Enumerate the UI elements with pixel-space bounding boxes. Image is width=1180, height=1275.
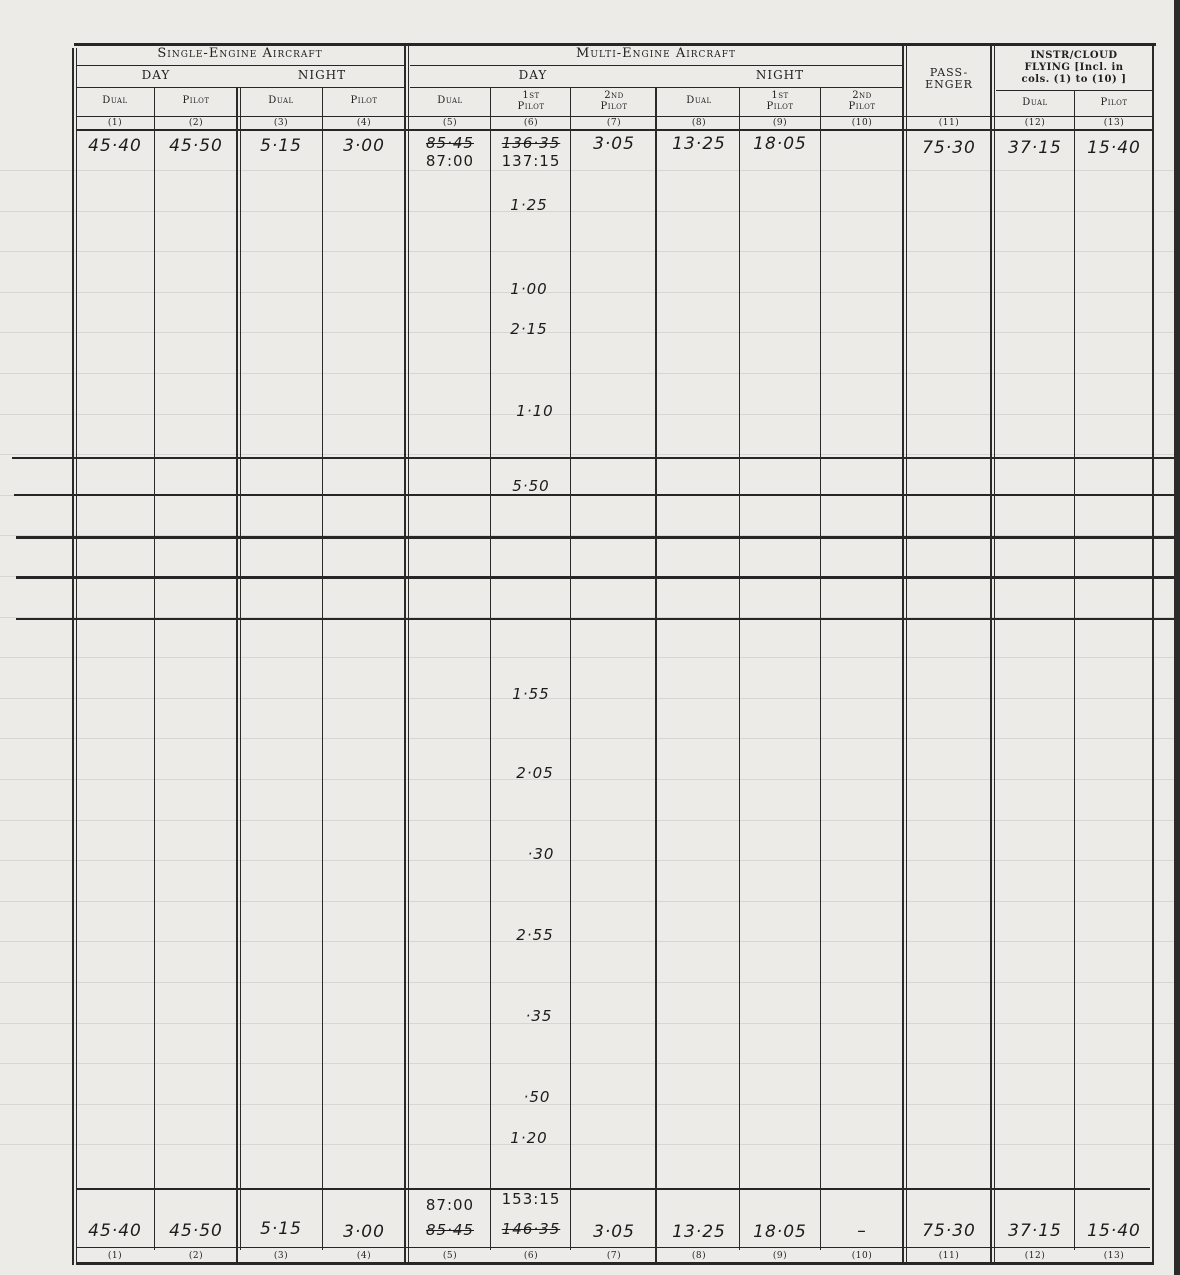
column-label: Dual [268, 95, 294, 106]
divider-line-5 [16, 618, 1180, 620]
column-number: (7) [606, 118, 622, 128]
total-multi-day-2nd: 3·05 [593, 1222, 635, 1242]
faint-rule [0, 373, 1180, 374]
column-line [408, 46, 409, 1262]
bf-single-night-pilot: 3·00 [343, 136, 385, 156]
bf-multi-day-dual: 87:00 [425, 152, 475, 170]
total-multi-night-dual: 13·25 [672, 1222, 726, 1242]
total-single-night-pilot: 3·00 [343, 1222, 385, 1242]
faint-rule [0, 454, 1180, 455]
column-line [990, 46, 992, 1262]
total-instr-pilot: 15·40 [1087, 1221, 1141, 1241]
column-number: (6) [523, 118, 539, 128]
bf-instr-dual: 37·15 [1008, 138, 1062, 158]
total-single-day-dual: 45·40 [88, 1221, 142, 1241]
entry-10: ·35 [525, 1007, 553, 1025]
column-line [570, 88, 571, 1250]
faint-rule [0, 1023, 1180, 1024]
column-line [154, 88, 155, 1250]
faint-rule [0, 901, 1180, 902]
column-number: (1) [107, 118, 123, 128]
entry-6: 1·55 [512, 685, 550, 703]
column-number: (5) [442, 1251, 458, 1261]
divider-line-1 [12, 457, 1180, 459]
total-multi-day-dual-struck: 85·45 [426, 1221, 474, 1239]
column-line [404, 46, 406, 1262]
entry-2: 1·00 [510, 280, 548, 298]
column-number: (13) [1103, 118, 1125, 128]
bf-multi-day-1st: 137:15 [501, 152, 561, 170]
column-number: (1) [107, 1251, 123, 1261]
instr-cloud-header: INSTR/CLOUD FLYING [Incl. in cols. (1) to (10) ] [1021, 50, 1127, 85]
single-engine-header: Single-Engine Aircraft [157, 46, 323, 61]
column-label: Pilot [182, 95, 210, 106]
faint-rule [0, 941, 1180, 942]
divider-line-3 [16, 536, 1180, 539]
entry-5: 5·50 [512, 477, 550, 495]
entry-4: 1·10 [516, 402, 554, 420]
column-number: (9) [772, 1251, 788, 1261]
faint-rule [0, 251, 1180, 252]
faint-rule [0, 820, 1180, 821]
column-number: (12) [1024, 118, 1046, 128]
bf-multi-night-dual: 13·25 [672, 134, 726, 154]
multi-engine-header: Multi-Engine Aircraft [576, 46, 736, 61]
divider-line-2 [14, 494, 1180, 496]
multi-day-header: DAY [518, 68, 548, 82]
faint-rule [0, 292, 1180, 293]
column-line [994, 46, 995, 1262]
faint-rule [0, 332, 1180, 333]
column-line [76, 48, 77, 1265]
entry-12: 1·20 [510, 1129, 548, 1147]
column-number: (4) [356, 1251, 372, 1261]
column-number: (10) [851, 1251, 873, 1261]
column-label: Dual [102, 95, 128, 106]
column-number: (3) [273, 118, 289, 128]
total-instr-dual: 37·15 [1008, 1221, 1062, 1241]
column-line [820, 88, 821, 1250]
column-number: (6) [523, 1251, 539, 1261]
column-label: Dual [686, 95, 712, 106]
column-number: (2) [188, 118, 204, 128]
bf-single-day-pilot: 45·50 [169, 136, 223, 156]
header-rule-1 [76, 65, 404, 66]
entry-1: 1·25 [510, 196, 548, 214]
column-number: (5) [442, 118, 458, 128]
column-line [655, 88, 657, 1262]
column-label: Pilot [350, 95, 378, 106]
column-line [906, 46, 907, 1262]
column-number: (11) [938, 118, 960, 128]
total-multi-day-1st-struck: 146·35 [501, 1220, 561, 1238]
faint-rule [0, 170, 1180, 171]
entry-8: ·30 [527, 845, 555, 863]
faint-rule [0, 1063, 1180, 1064]
column-line [240, 88, 241, 1250]
total-multi-day-dual: 87:00 [425, 1196, 475, 1214]
total-multi-night-1st: 18·05 [753, 1222, 807, 1242]
total-passenger: 75·30 [922, 1221, 976, 1241]
column-line [1152, 46, 1154, 1262]
faint-rule [0, 860, 1180, 861]
column-label: 1st Pilot [766, 90, 794, 112]
column-line [236, 88, 238, 1262]
entry-7: 2·05 [516, 764, 554, 782]
column-number: (3) [273, 1251, 289, 1261]
column-label: 1st Pilot [517, 90, 545, 112]
multi-night-header: NIGHT [755, 68, 805, 82]
column-number: (8) [691, 1251, 707, 1261]
bf-single-day-dual: 45·40 [88, 136, 142, 156]
bf-multi-day-2nd: 3·05 [593, 134, 635, 154]
column-line [72, 48, 74, 1265]
bf-multi-day-dual-struck: 85·45 [426, 134, 474, 152]
bf-multi-day-1st-struck: 136·35 [501, 134, 561, 152]
column-number: (10) [851, 118, 873, 128]
entry-11: ·50 [523, 1088, 551, 1106]
faint-rule [0, 1144, 1180, 1145]
column-line [739, 88, 740, 1250]
column-label: Dual [1022, 97, 1048, 108]
passenger-header: PASS- ENGER [925, 66, 973, 91]
column-number: (7) [606, 1251, 622, 1261]
divider-line-4 [16, 576, 1180, 579]
column-number: (12) [1024, 1251, 1046, 1261]
bf-instr-pilot: 15·40 [1087, 138, 1141, 158]
single-day-header: DAY [141, 68, 171, 82]
column-number: (13) [1103, 1251, 1125, 1261]
faint-rule [0, 211, 1180, 212]
total-single-day-pilot: 45·50 [169, 1221, 223, 1241]
column-line [1074, 90, 1075, 1250]
faint-rule [0, 698, 1180, 699]
entry-3: 2·15 [510, 320, 548, 338]
column-line [490, 88, 491, 1250]
column-number: (11) [938, 1251, 960, 1261]
bottom-border [76, 1262, 1154, 1265]
bf-single-night-dual: 5·15 [260, 136, 302, 156]
column-line [322, 88, 323, 1250]
bf-multi-night-1st: 18·05 [753, 134, 807, 154]
total-single-night-dual: 5·15 [260, 1219, 302, 1239]
total-multi-day-1st: 153:15 [501, 1190, 561, 1208]
faint-rule [0, 779, 1180, 780]
column-number: (2) [188, 1251, 204, 1261]
faint-rule [0, 414, 1180, 415]
page-edge [1174, 0, 1180, 1275]
column-number: (9) [772, 118, 788, 128]
faint-rule [0, 1104, 1180, 1105]
column-label: 2nd Pilot [600, 90, 628, 112]
total-multi-night-2nd: – [857, 1221, 867, 1241]
column-label: Dual [437, 95, 463, 106]
header-rule-1b [410, 65, 902, 66]
column-line [902, 46, 904, 1262]
faint-rule [0, 657, 1180, 658]
single-night-header: NIGHT [297, 68, 347, 82]
faint-rule [0, 738, 1180, 739]
faint-rule [0, 982, 1180, 983]
bf-passenger: 75·30 [922, 138, 976, 158]
entry-9: 2·55 [516, 926, 554, 944]
column-label: Pilot [1100, 97, 1128, 108]
column-label: 2nd Pilot [848, 90, 876, 112]
column-number: (4) [356, 118, 372, 128]
column-number: (8) [691, 118, 707, 128]
